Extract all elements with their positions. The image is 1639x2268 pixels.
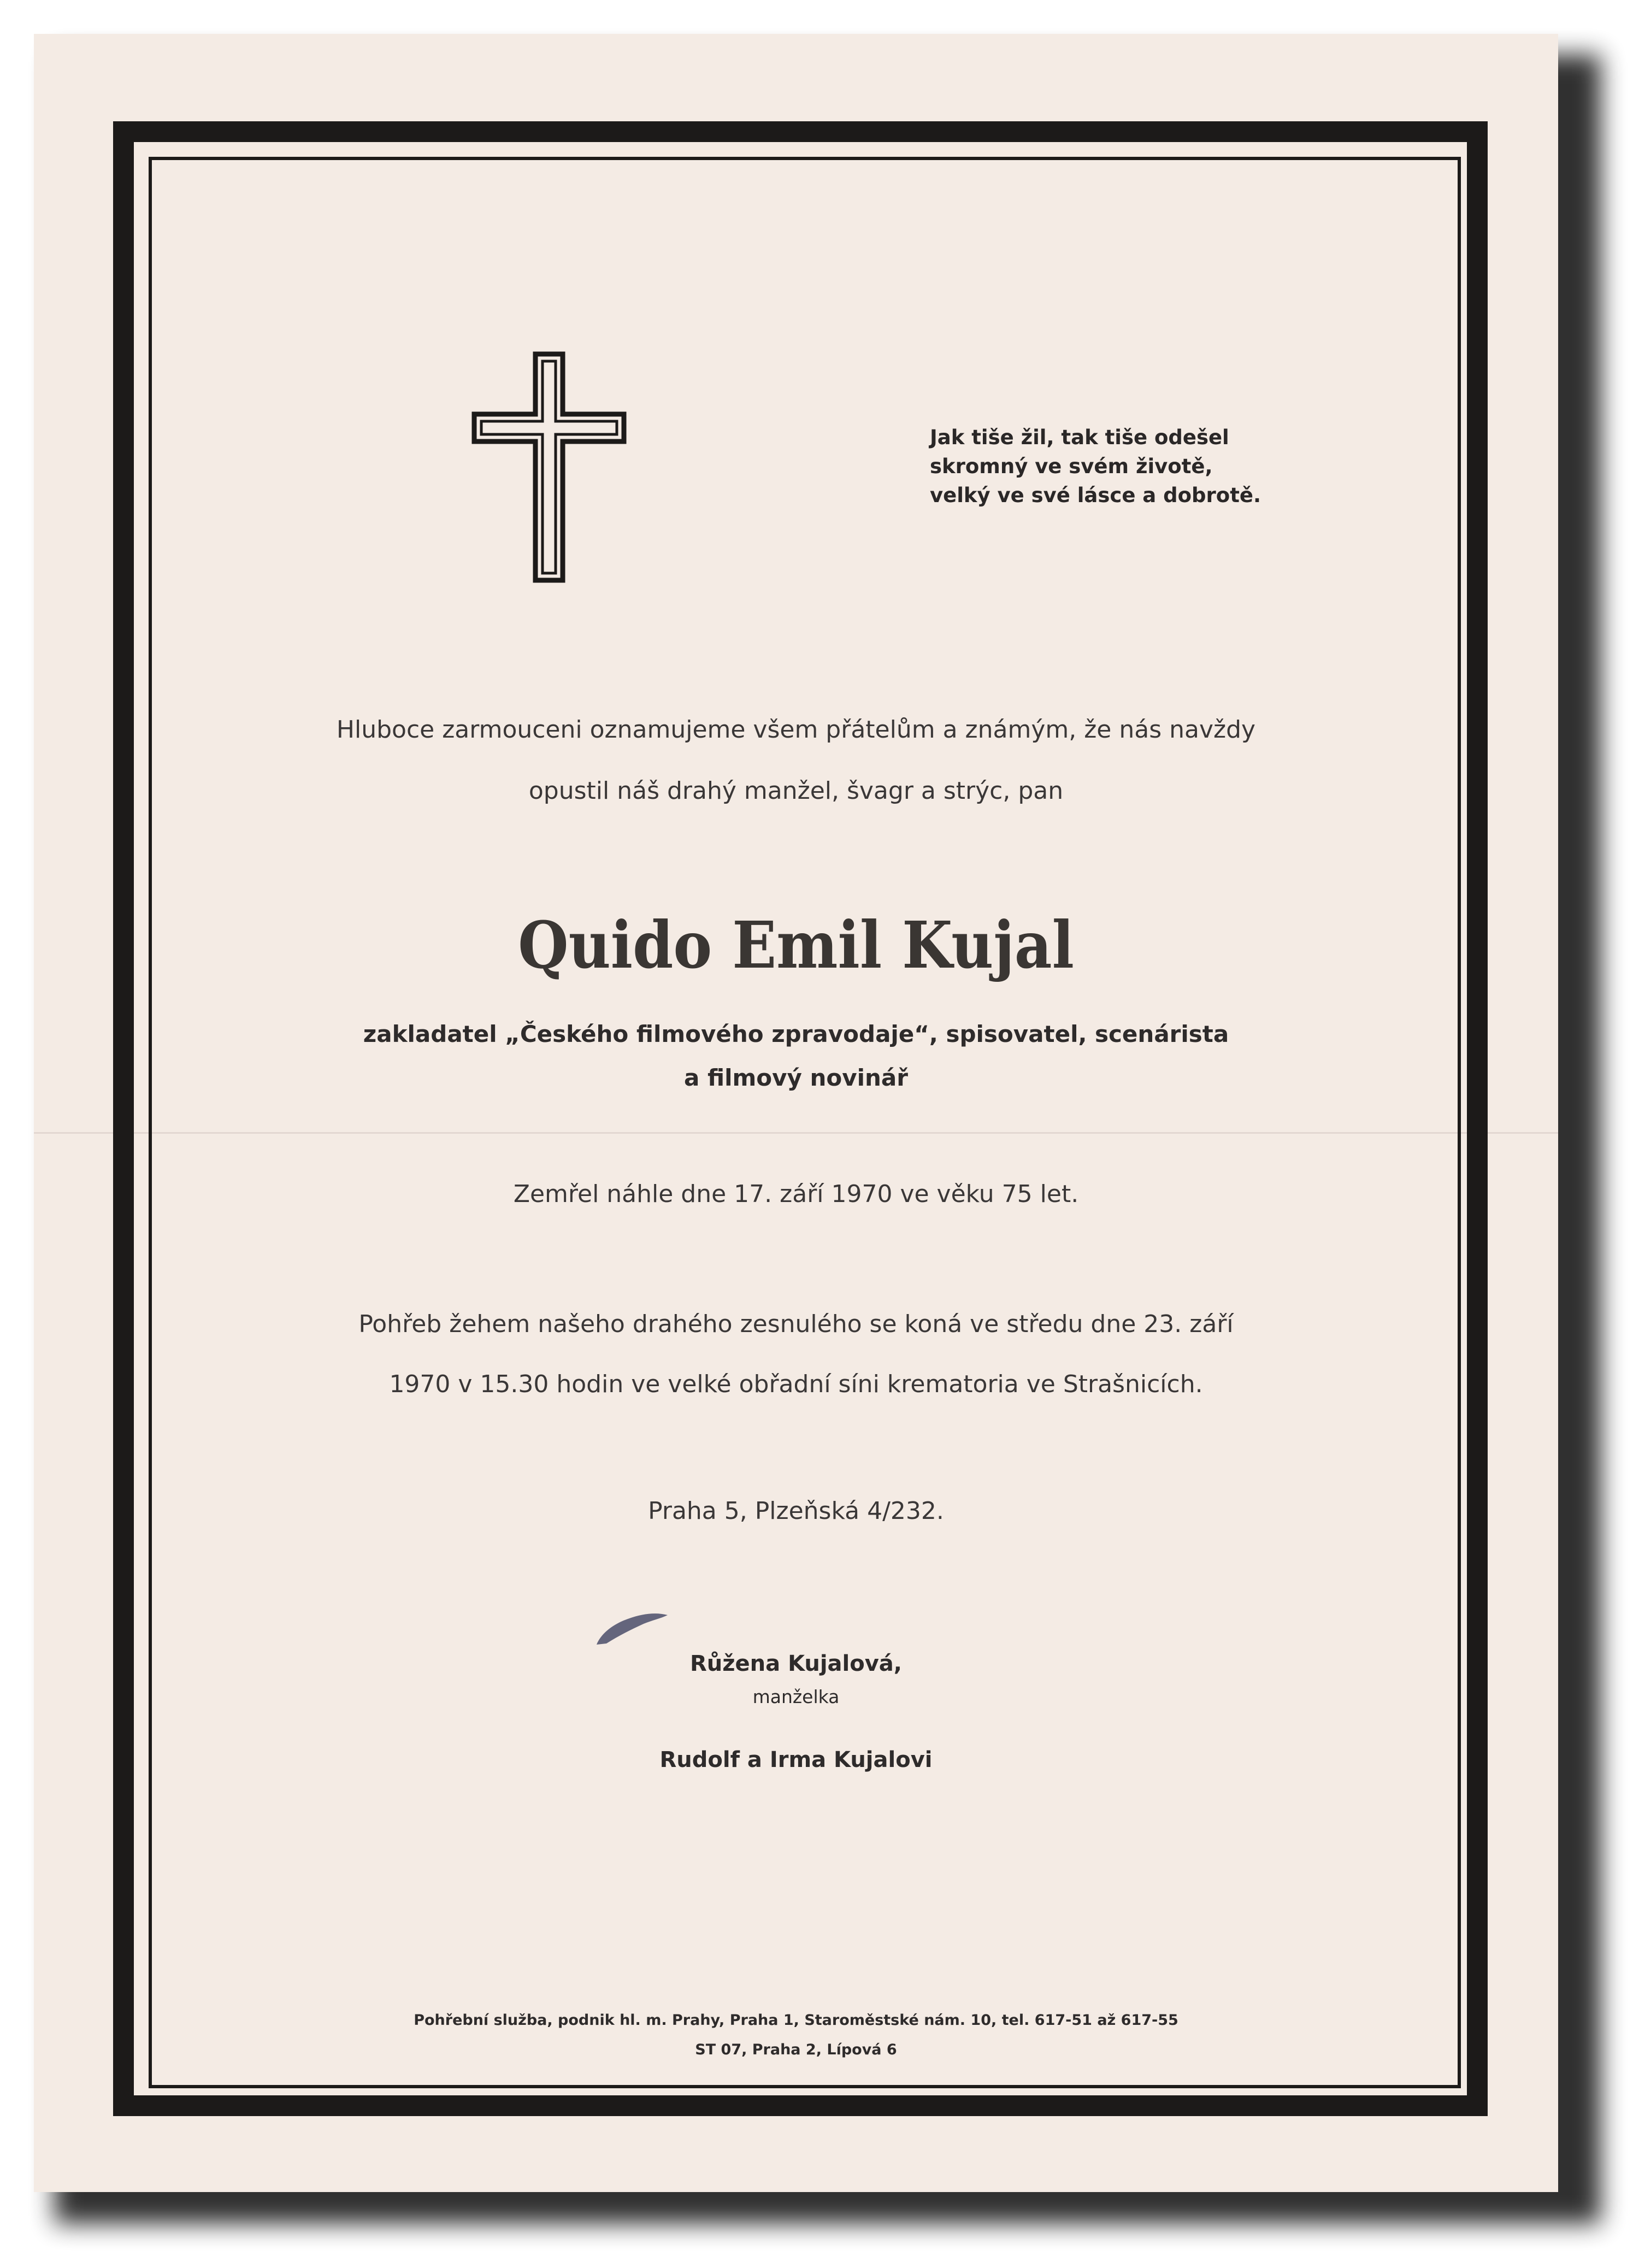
announcement-line: opustil náš drahý manžel, švagr a strýc, pan — [528, 777, 1064, 805]
ink-blot — [591, 1602, 673, 1651]
deceased-name: Quido Emil Kujal — [518, 907, 1074, 983]
footer-line: ST 07, Praha 2, Lípová 6 — [695, 2041, 897, 2058]
mourning-border-inner — [149, 157, 1461, 2088]
cross-icon — [470, 350, 628, 585]
funeral-line: Pohřeb žehem našeho drahého zesnulého se koná ve středu dne 23. září — [358, 1310, 1234, 1338]
motto-line: velký ve své lásce a dobrotě. — [930, 484, 1261, 507]
mourner-name: Růžena Kujalová, — [689, 1651, 902, 1676]
deceased-role: zakladatel „Českého filmového zpravodaje“, spisovatel, scenárista — [363, 1021, 1229, 1047]
motto-line: Jak tiše žil, tak tiše odešel — [930, 426, 1229, 449]
motto-line: skromný ve svém životě, — [930, 455, 1213, 478]
funeral-line: 1970 v 15.30 hodin ve velké obřadní síni krematoria ve Strašnicích. — [389, 1370, 1203, 1398]
death-notice: Zemřel náhle dne 17. září 1970 ve věku 75 let. — [513, 1180, 1079, 1208]
obituary-notice — [34, 34, 1558, 2192]
footer-line: Pohřební služba, podnik hl. m. Prahy, Praha 1, Staroměstské nám. 10, tel. 617-51 až 617-55 — [414, 2012, 1178, 2029]
mourner-relation: manželka — [752, 1686, 840, 1707]
mourner-name: Rudolf a Irma Kujalovi — [659, 1747, 933, 1772]
address: Praha 5, Plzeňská 4/232. — [648, 1497, 944, 1525]
deceased-role: a filmový novinář — [684, 1064, 908, 1091]
announcement-line: Hluboce zarmouceni oznamujeme všem přátelům a známým, že nás navždy — [336, 716, 1256, 744]
motto — [930, 423, 1261, 510]
